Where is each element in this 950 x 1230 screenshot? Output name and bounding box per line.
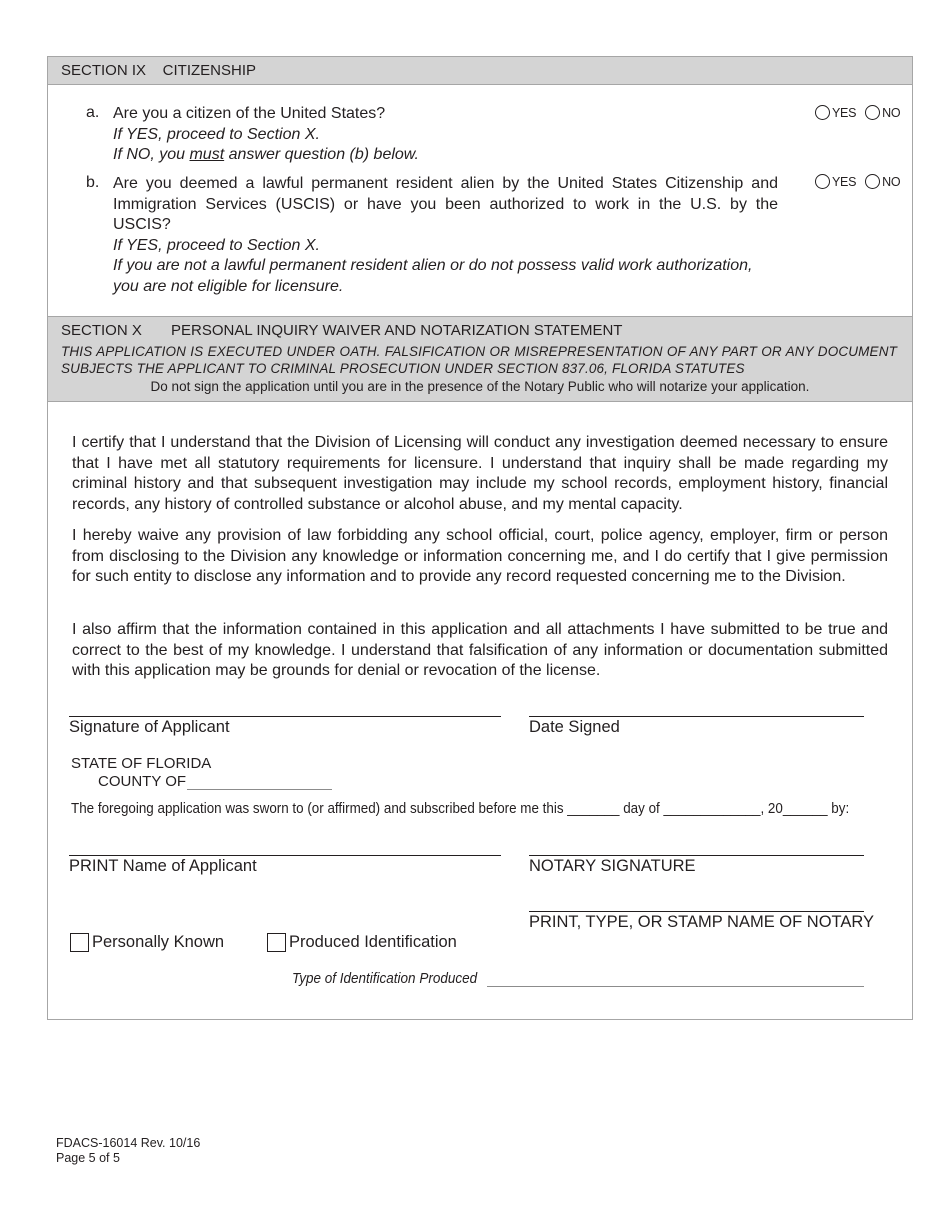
id-type-label: Type of Identification Produced xyxy=(292,970,478,987)
question-a xyxy=(113,104,778,166)
question-b-options xyxy=(815,174,909,189)
state-label: STATE OF FLORIDA xyxy=(71,755,212,772)
produced-id-checkbox[interactable] xyxy=(267,933,286,952)
county-field[interactable] xyxy=(187,775,332,790)
county-row xyxy=(98,773,332,790)
footer xyxy=(56,1136,200,1166)
question-a-yes-label: YES xyxy=(832,105,857,120)
question-a-options xyxy=(815,105,909,120)
question-b-yes-instruction: If YES, proceed to Section X. xyxy=(113,236,320,254)
date-label: Date Signed xyxy=(529,718,620,736)
question-a-text: Are you a citizen of the United States? xyxy=(113,105,386,122)
question-a-letter: a. xyxy=(86,104,100,121)
print-name-line[interactable] xyxy=(69,855,501,856)
sworn-statement: The foregoing application was sworn to (or affirmed) and subscribed before me this _______ day of _____________, 20______ by: xyxy=(71,801,850,817)
section-9-header xyxy=(48,57,912,85)
question-b xyxy=(113,174,778,297)
question-a-yes-radio[interactable] xyxy=(815,105,830,120)
produced-id-option[interactable] xyxy=(267,933,457,952)
notary-signature-line[interactable] xyxy=(529,855,864,856)
personally-known-checkbox[interactable] xyxy=(70,933,89,952)
section-10-title: SECTION X PERSONAL INQUIRY WAIVER AND NOTARIZATION STATEMENT xyxy=(61,322,623,339)
id-type-line[interactable] xyxy=(487,986,864,987)
date-line[interactable] xyxy=(529,716,864,717)
question-b-no-instruction: If you are not a lawful permanent resident alien or do not possess valid work authorization, you are not eligible for licensure. xyxy=(113,257,753,295)
notary-note: Do not sign the application until you are in the presence of the Notary Public who will notarize your application. xyxy=(150,379,810,394)
section-10-header xyxy=(48,316,912,402)
question-b-text: Are you deemed a lawful permanent resident alien by the United States Citizenship and Immigration Services (USCIS) or have you been authorized to work in the U.S. by the USCIS? xyxy=(113,175,778,233)
signature-label: Signature of Applicant xyxy=(69,718,230,736)
personally-known-option[interactable] xyxy=(70,933,224,952)
signature-line[interactable] xyxy=(69,716,501,717)
print-name-label: PRINT Name of Applicant xyxy=(69,857,257,875)
produced-id-label: Produced Identification xyxy=(289,933,457,951)
waiver-paragraph: I hereby waive any provision of law forbidding any school official, court, police agency, employer, firm or person from disclosing to the Division any knowledge or information concerning me, and I do certify that I give permission for such entity to disclose any information and to provide any record requested concerning me to the Division. xyxy=(72,527,888,585)
form-number: FDACS-16014 Rev. 10/16 xyxy=(56,1136,201,1150)
oath-warning: THIS APPLICATION IS EXECUTED UNDER OATH. FALSIFICATION OR MISREPRESENTATION OF ANY PART OR ANY DOCUMENT SUBJECTS THE APPLICANT TO CRIMINAL PROSECUTION UNDER SECTION 837.06, FLORIDA STATUTES xyxy=(61,344,897,376)
county-label: COUNTY OF xyxy=(98,773,187,790)
page-number: Page 5 of 5 xyxy=(56,1151,120,1165)
question-b-no-label: NO xyxy=(882,174,901,189)
question-a-no-label: NO xyxy=(882,105,901,120)
question-b-no-radio[interactable] xyxy=(865,174,880,189)
notary-name-line[interactable] xyxy=(529,911,864,912)
question-b-letter: b. xyxy=(86,174,100,191)
certify-paragraph: I certify that I understand that the Division of Licensing will conduct any investigation deemed necessary to ensure that I have met all statutory requirements for licensure. I understand that inquiry shall be made regarding my criminal history and that subsequent investigation may include my school records, employment history, financial records, any history of controlled substance or alcohol abuse, and my mental capacity. xyxy=(72,434,888,513)
question-a-no-radio[interactable] xyxy=(865,105,880,120)
section-9-title: SECTION IX CITIZENSHIP xyxy=(61,62,257,79)
question-a-no-instruction: If NO, you must answer question (b) below. xyxy=(113,146,419,163)
notary-signature-label: NOTARY SIGNATURE xyxy=(529,857,696,875)
affirm-paragraph: I also affirm that the information contained in this application and all attachments I have submitted to be true and correct to the best of my knowledge. I understand that falsification of any information or documentation submitted with this application may be grounds for denial or revocation of the license. xyxy=(72,621,888,679)
question-a-yes-instruction: If YES, proceed to Section X. xyxy=(113,125,320,143)
personally-known-label: Personally Known xyxy=(92,933,225,951)
notary-name-label: PRINT, TYPE, OR STAMP NAME OF NOTARY xyxy=(529,913,875,931)
question-b-yes-label: YES xyxy=(832,174,857,189)
question-b-yes-radio[interactable] xyxy=(815,174,830,189)
